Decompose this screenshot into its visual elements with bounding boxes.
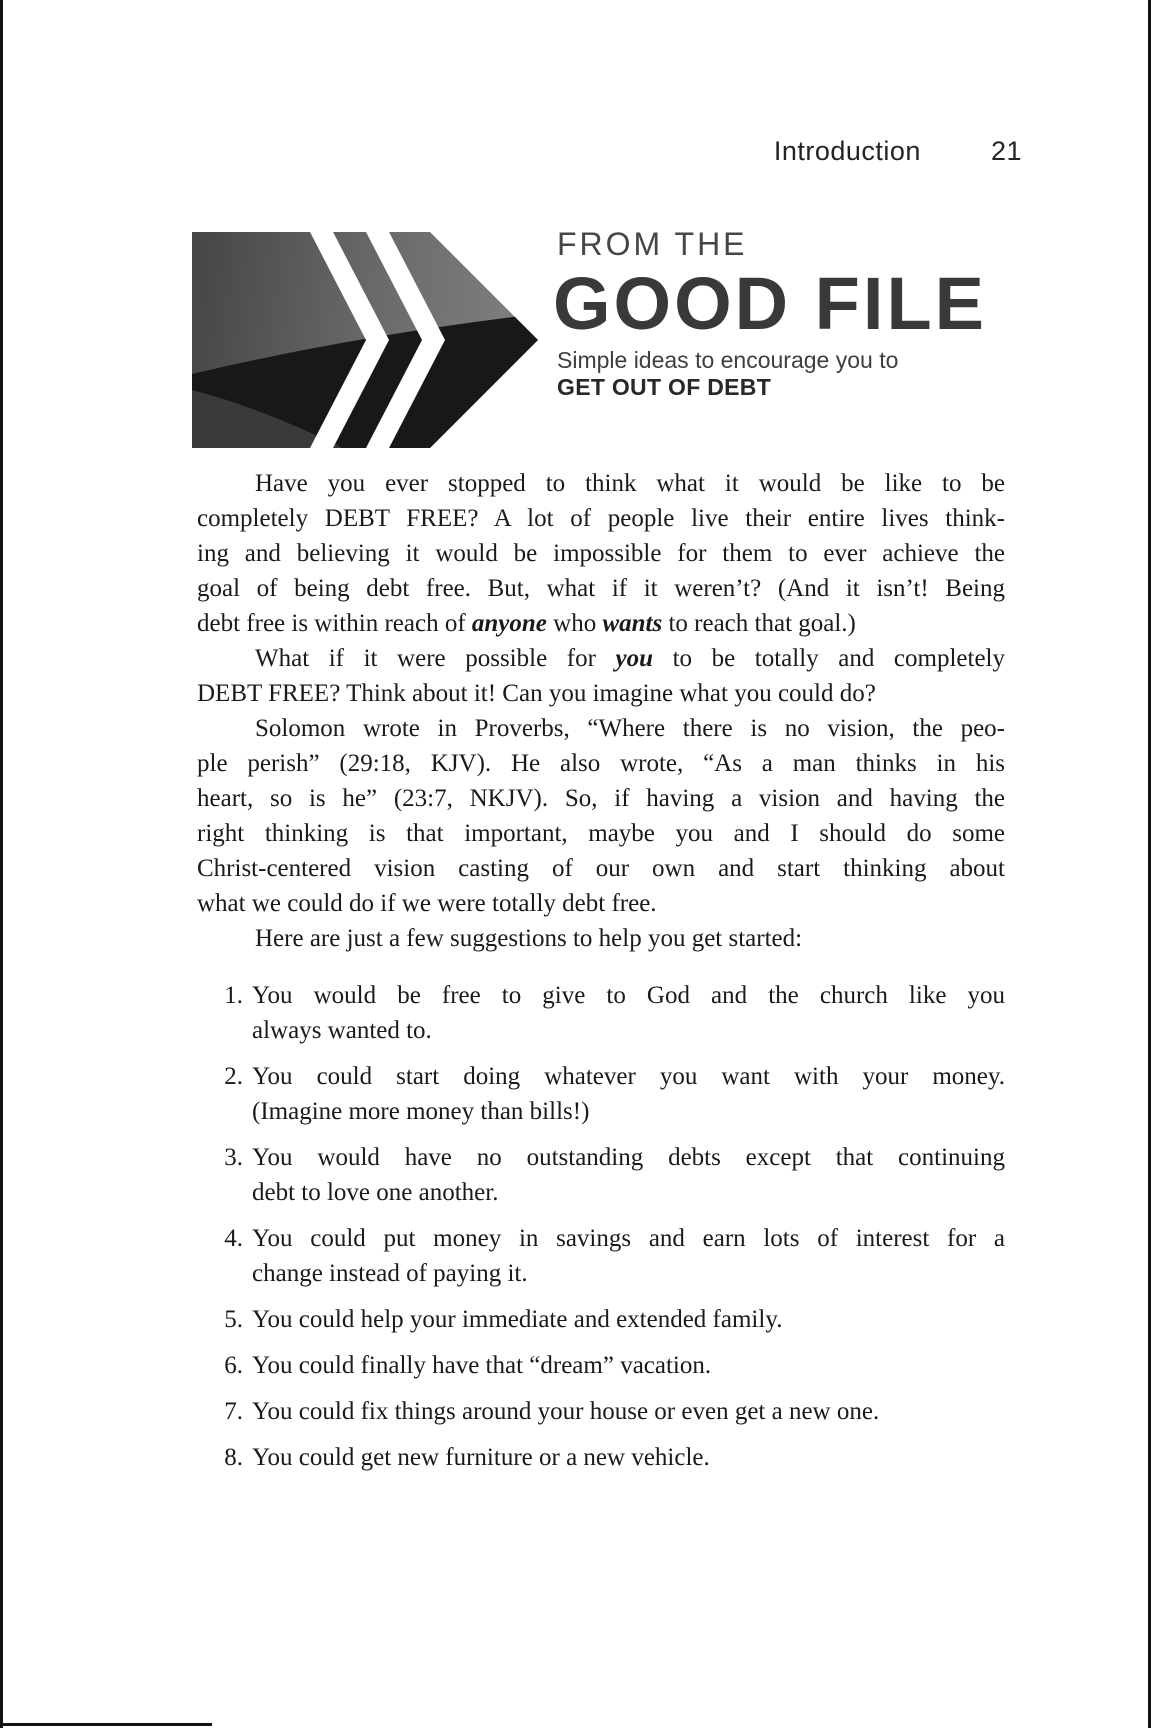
paragraph (197, 711, 1005, 921)
text-line: right thinking is that important, maybe you and I should do some (197, 820, 1005, 847)
list-item (197, 1348, 1005, 1383)
text-line: You could start doing whatever you want with your money. (252, 1063, 1005, 1090)
text-line: always wanted to. (252, 1017, 432, 1044)
list-item-number: 1. (224, 982, 243, 1009)
list-item (197, 1059, 1005, 1129)
text-line: (Imagine more money than bills!) (252, 1098, 590, 1125)
logo-tagline: Simple ideas to encourage you to (557, 347, 899, 373)
section-title: Introduction (773, 136, 921, 166)
text-line: goal of being debt free. But, what if it weren’t? (And it isn’t! Being (197, 575, 1005, 602)
text-line: ing and believing it would be impossible for them to ever achieve the (197, 540, 1005, 567)
text-line: DEBT FREE? Think about it! Can you imagine what you could do? (197, 680, 876, 707)
text-line: debt free is within reach of anyone who wants to reach that goal.) (197, 610, 856, 637)
page-number: 21 (990, 136, 1022, 166)
list-item-number: 4. (224, 1225, 243, 1252)
good-file-logo (192, 226, 1012, 448)
paragraph (197, 921, 1005, 956)
text-line: heart, so is he” (23:7, NKJV). So, if having a vision and having the (197, 785, 1005, 812)
list-item-number: 6. (224, 1352, 243, 1379)
text-line: You could help your immediate and extended family. (252, 1306, 783, 1333)
text-line: debt to love one another. (252, 1179, 499, 1206)
paragraph (197, 466, 1005, 641)
list-item-number: 5. (224, 1306, 243, 1333)
scan-edge-bottom (0, 1723, 212, 1726)
logo-eyebrow: FROM THE (557, 226, 748, 262)
text-line: You could get new furniture or a new vehicle. (252, 1444, 710, 1471)
text-line: You would be free to give to God and the church like you (252, 982, 1005, 1009)
text-line: completely DEBT FREE? A lot of people live their entire lives think- (197, 505, 1005, 532)
scan-edge-left (0, 0, 3, 1728)
text-line: Solomon wrote in Proverbs, “Where there is no vision, the peo- (255, 715, 1005, 742)
list-item (197, 1221, 1005, 1291)
list-item (197, 1140, 1005, 1210)
body-text (197, 466, 1005, 1486)
paragraph (197, 641, 1005, 711)
text-line: You would have no outstanding debts except that continuing (252, 1144, 1005, 1171)
text-line: Christ-centered vision casting of our own and start thinking about (197, 855, 1005, 882)
text-line: You could put money in savings and earn lots of interest for a (252, 1225, 1005, 1252)
scan-edge-right (1148, 0, 1151, 1728)
list-item-number: 8. (224, 1444, 243, 1471)
logo-title: GOOD FILE (553, 262, 987, 345)
text-line: Have you ever stopped to think what it would be like to be (255, 470, 1005, 497)
double-chevron-icon (192, 232, 538, 448)
text-line: Here are just a few suggestions to help you get started: (255, 925, 803, 952)
logo-tagline-bold: GET OUT OF DEBT (557, 374, 772, 400)
text-line: change instead of paying it. (252, 1260, 528, 1287)
suggestions-list (197, 978, 1005, 1475)
list-item-number: 2. (224, 1063, 243, 1090)
text-line: ple perish” (29:18, KJV). He also wrote, “As a man thinks in his (197, 750, 1005, 777)
text-line: What if it were possible for you to be totally and completely (255, 645, 1005, 672)
list-item (197, 1440, 1005, 1475)
text-line: You could fix things around your house or even get a new one. (252, 1398, 880, 1425)
text-line: You could finally have that “dream” vacation. (252, 1352, 712, 1379)
list-item (197, 1302, 1005, 1337)
running-head (197, 136, 1022, 167)
list-item (197, 1394, 1005, 1429)
logo-text-block (553, 226, 987, 401)
text-line: what we could do if we were totally debt free. (197, 890, 657, 917)
list-item (197, 978, 1005, 1048)
list-item-number: 7. (224, 1398, 243, 1425)
paragraphs (197, 466, 1005, 956)
list-item-number: 3. (224, 1144, 243, 1171)
